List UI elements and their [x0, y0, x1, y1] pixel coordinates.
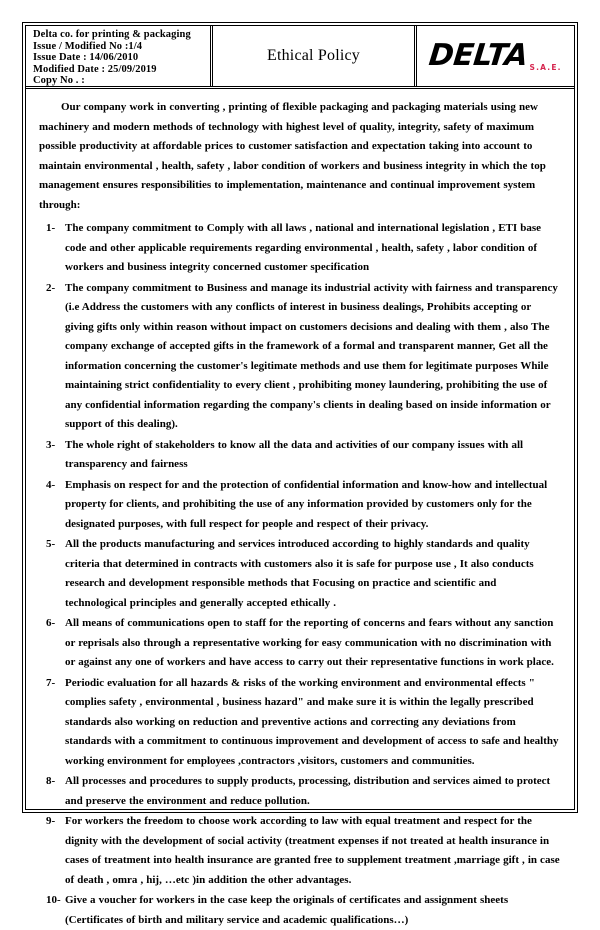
clause-number: 8-: [46, 775, 56, 787]
clause-number: 1-: [46, 222, 56, 234]
clause-text: Periodic evaluation for all hazards & risks of the working environment and environmental effects " complies safety , environmental , business hazard" and make sure it is within the legally prescribed standards also working on reduction and preventive actions and correcting any deviations from standards with a commitment to continuous improvement and development of access to safe and healthy working environment for employees ,contractors ,visitors, customers and communities.: [65, 676, 559, 767]
policy-clause: [39, 436, 561, 475]
clause-number: 5-: [46, 538, 56, 550]
metadata-issue-modified-no: Issue / Modified No :1/4: [33, 40, 143, 52]
clause-text: All the products manufacturing and services introduced according to highly standards and quality criteria that determined in contracts with customers also it is safe for purpose use , It also conducts research and development responsible methods that Focusing on practice and scientific and technological principles and generally accepted ethically .: [65, 538, 534, 609]
clause-text: All means of communications open to staff for the reporting of concerns and fears without any sanction or reprisals also through a representative working for easy communication with no discrimination with or against any one of workers and have access to carry out their representative functions in work place.: [65, 617, 554, 668]
clause-text: The whole right of stakeholders to know all the data and activities of our company issues with all transparency and fairness: [65, 438, 524, 470]
document-frame: [25, 25, 575, 926]
document-title: Ethical Policy: [266, 47, 360, 64]
policy-clause: [39, 614, 561, 673]
policy-intro-paragraph: Our company work in converting , printing of flexible packaging and packaging materials using new machinery and modern methods of technology with highest level of quality, integrity, safety of maximum possible productivity at affordable prices to customer satisfaction and expectation taking into account to maintain environmental , health, safety , labor condition of workers and business integrity in which the top management ensures responsibilities to implementation, maintenance and continual improvement system through:: [39, 101, 546, 211]
policy-clause-list: [39, 219, 561, 930]
clause-number: 7-: [46, 676, 56, 689]
clause-text: The company commitment to Business and manage its industrial activity with fairness and transparency (i.e Address the customers with any conflicts of interest in business dealings, Prohibits accepting or giving gifts only within reason without impact on customers decisions and dealing with them , also The company exchange of accepted gifts in the framework of a formal and transparent manner, Get all the information concerning the customer's legitimate methods and use them for legitimate purposes While maintaining strict confidentiality to every client , prohibiting money laundering, prohibiting the use of any confidential information regarding the company's clients in dealing based on inside information or support of this dealing).: [65, 281, 558, 430]
header-cell-title: [213, 26, 417, 86]
metadata-issue-date: Issue Date : 14/06/2010: [33, 52, 139, 64]
metadata-copy-no: Copy No . :: [33, 75, 85, 86]
document-body: [26, 89, 574, 930]
clause-text: Emphasis on respect for and the protection of confidential information and know-how and intellectual property for clients, and prohibiting the use of any information provided by customers only for the designated purposes, with full respect for people and respect of their privacy.: [65, 478, 548, 530]
policy-clause: [39, 674, 561, 772]
policy-clause: [39, 476, 561, 535]
clause-text: The company commitment to Comply with all laws , national and international legislation , ETI base code and other applicable requirements regarding environmental , health, safety , labor condition of workers and business integrity concerned customer specification: [65, 222, 542, 273]
clause-number: 3-: [46, 438, 56, 451]
metadata-modified-date: Modified Date : 25/09/2019: [33, 63, 157, 75]
clause-number: 4-: [46, 478, 56, 491]
clause-number: 2-: [46, 281, 56, 294]
clause-text: Give a voucher for workers in the case keep the originals of certificates and assignment sheets (Certificates of birth and military service and academic qualifications…): [65, 894, 509, 926]
header-cell-logo: [417, 26, 574, 86]
logo-wordmark: DELTA: [427, 38, 530, 73]
metadata-company-name: Delta co. for printing & packaging: [33, 29, 191, 40]
policy-clause: [39, 772, 561, 811]
policy-clause: [39, 891, 561, 930]
policy-clause: [39, 279, 561, 435]
policy-clause: [39, 812, 561, 890]
header-cell-metadata: [26, 26, 213, 86]
logo-legal-suffix: S.A.E.: [529, 63, 562, 72]
policy-clause: [39, 219, 561, 278]
clause-number: 10-: [46, 894, 61, 906]
metadata-list: [33, 29, 191, 86]
document-header-table: [26, 26, 574, 89]
company-logo: [427, 38, 562, 73]
clause-text: For workers the freedom to choose work according to law with equal treatment and respect for the dignity with the development of social activity (treatment expenses if not treated at health insurance in cases of treatment into health insurance are granted free to supplement treatment ,marriage gift , in case of death , omra , hij, …etc )in addition the other advantages.: [65, 815, 560, 886]
clause-number: 9-: [46, 815, 56, 827]
clause-number: 6-: [46, 617, 56, 629]
policy-clause: [39, 535, 561, 613]
clause-text: All processes and procedures to supply products, processing, distribution and services aimed to protect and preserve the environment and reduce pollution.: [65, 775, 551, 807]
